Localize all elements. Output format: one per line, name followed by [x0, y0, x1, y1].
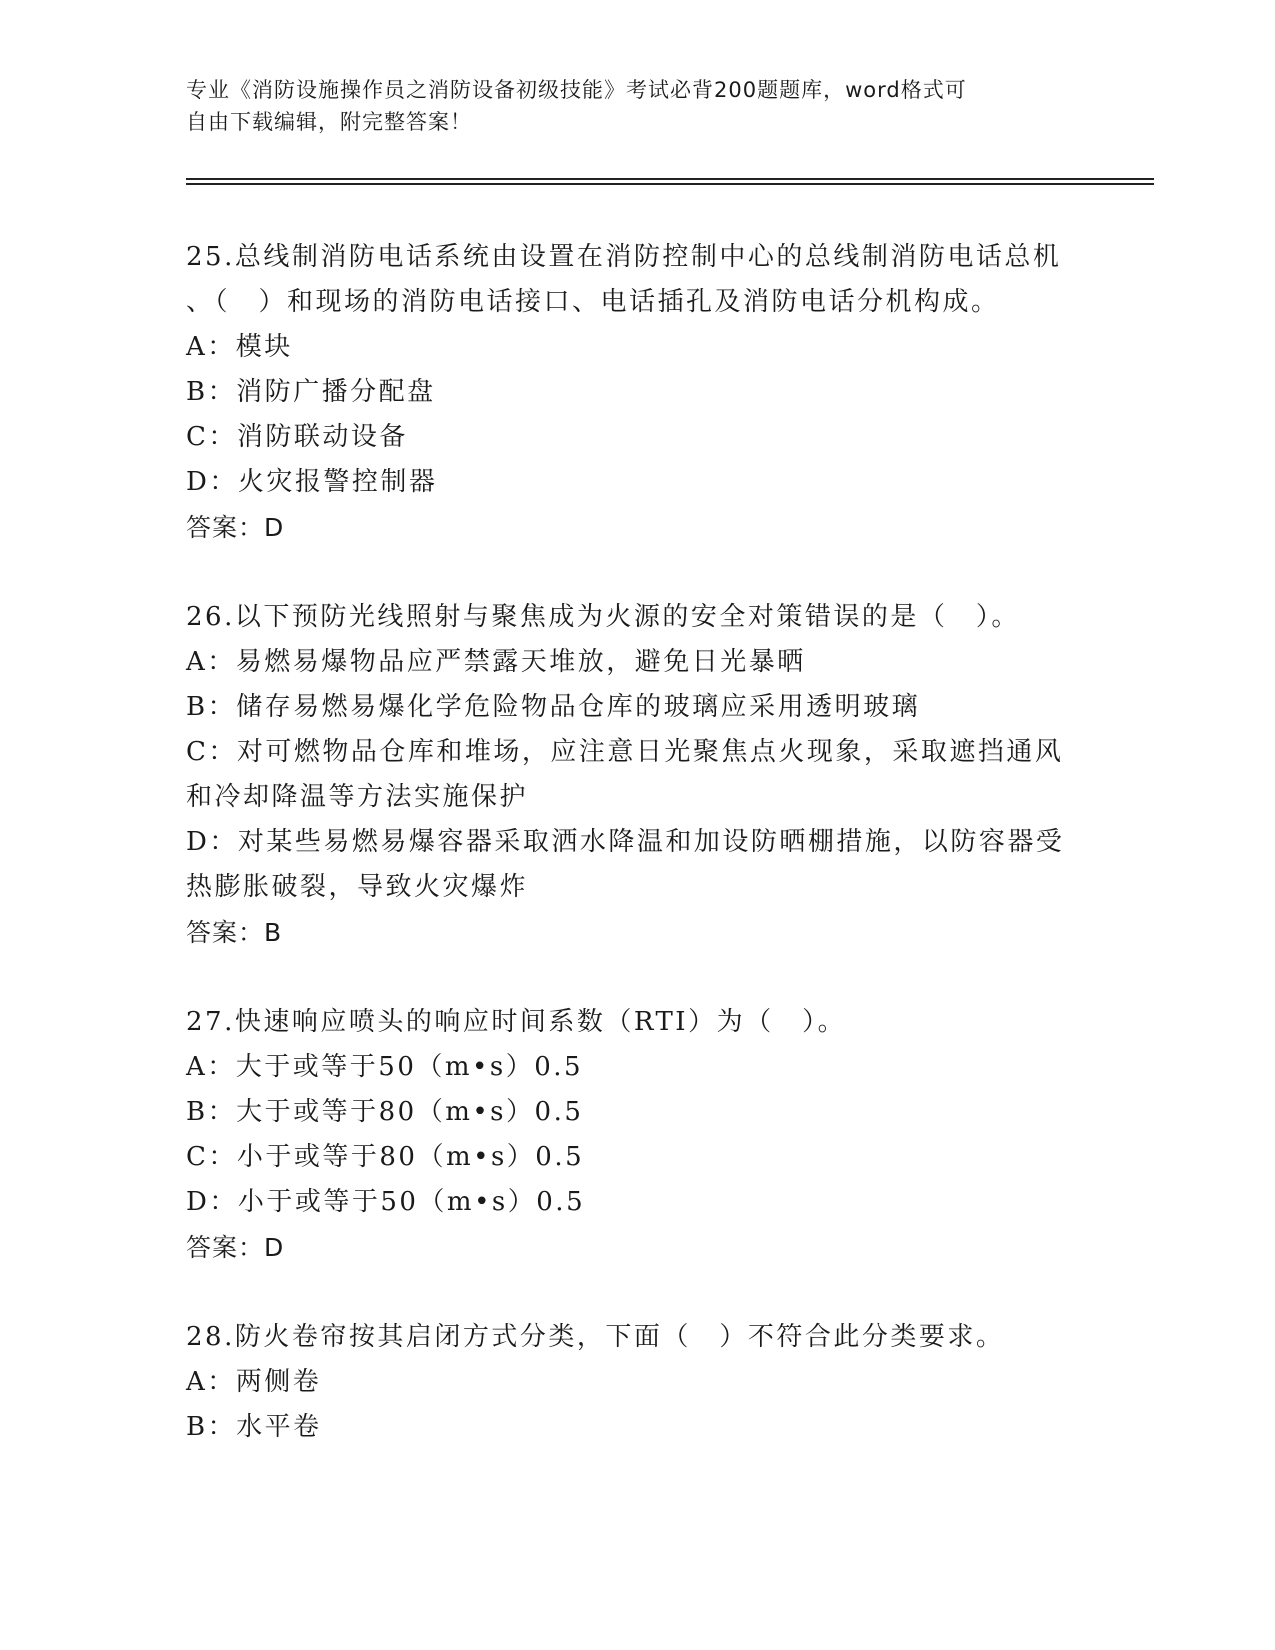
question-25	[186, 235, 1086, 550]
answer-label: 答案：B	[186, 918, 283, 947]
option-c-continued: 和冷却降温等方法实施保护	[186, 782, 529, 812]
option-d: D：火灾报警控制器	[186, 467, 438, 497]
question-stem: 、（ ）和现场的消防电话接口、电话插孔及消防电话分机构成。	[186, 287, 1000, 317]
option-c: C：小于或等于80（m•s）0.5	[186, 1142, 585, 1172]
option-d: D：对某些易燃易爆容器采取洒水降温和加设防晒棚措施，以防容器受	[186, 827, 1065, 857]
question-stem: 26.以下预防光线照射与聚焦成为火源的安全对策错误的是（ ）。	[186, 602, 1020, 632]
option-c: C：消防联动设备	[186, 422, 408, 452]
question-stem: 28.防火卷帘按其启闭方式分类，下面（ ）不符合此分类要求。	[186, 1322, 1005, 1352]
answer-label: 答案：D	[186, 1233, 285, 1262]
option-d-continued: 热膨胀破裂，导致火灾爆炸	[186, 872, 529, 902]
option-b: B：消防广播分配盘	[186, 377, 436, 407]
header-divider	[186, 178, 1154, 180]
option-d: D：小于或等于50（m•s）0.5	[186, 1187, 586, 1217]
header-line-1: 专业《消防设施操作员之消防设备初级技能》考试必背200题题库，word格式可	[186, 78, 967, 102]
question-28	[186, 1315, 1086, 1450]
header-line-2: 自由下载编辑，附完整答案！	[186, 110, 472, 134]
answer-label: 答案：D	[186, 513, 285, 542]
option-a: A：易燃易爆物品应严禁露天堆放，避免日光暴晒	[186, 647, 806, 677]
question-26	[186, 595, 1086, 955]
question-list	[186, 235, 1086, 1495]
question-27	[186, 1000, 1086, 1270]
option-b: B：大于或等于80（m•s）0.5	[186, 1097, 584, 1127]
question-stem: 25.总线制消防电话系统由设置在消防控制中心的总线制消防电话总机	[186, 242, 1062, 272]
option-a: A：模块	[186, 332, 293, 362]
question-stem: 27.快速响应喷头的响应时间系数（RTI）为（ ）。	[186, 1007, 847, 1037]
option-a: A：两侧卷	[186, 1367, 322, 1397]
option-c: C：对可燃物品仓库和堆场，应注意日光聚焦点火现象，采取遮挡通风	[186, 737, 1064, 767]
option-b: B：水平卷	[186, 1412, 322, 1442]
option-a: A：大于或等于50（m•s）0.5	[186, 1052, 584, 1082]
header-divider	[186, 183, 1154, 185]
option-b: B：储存易燃易爆化学危险物品仓库的玻璃应采用透明玻璃	[186, 692, 921, 722]
page-header	[186, 74, 1076, 138]
